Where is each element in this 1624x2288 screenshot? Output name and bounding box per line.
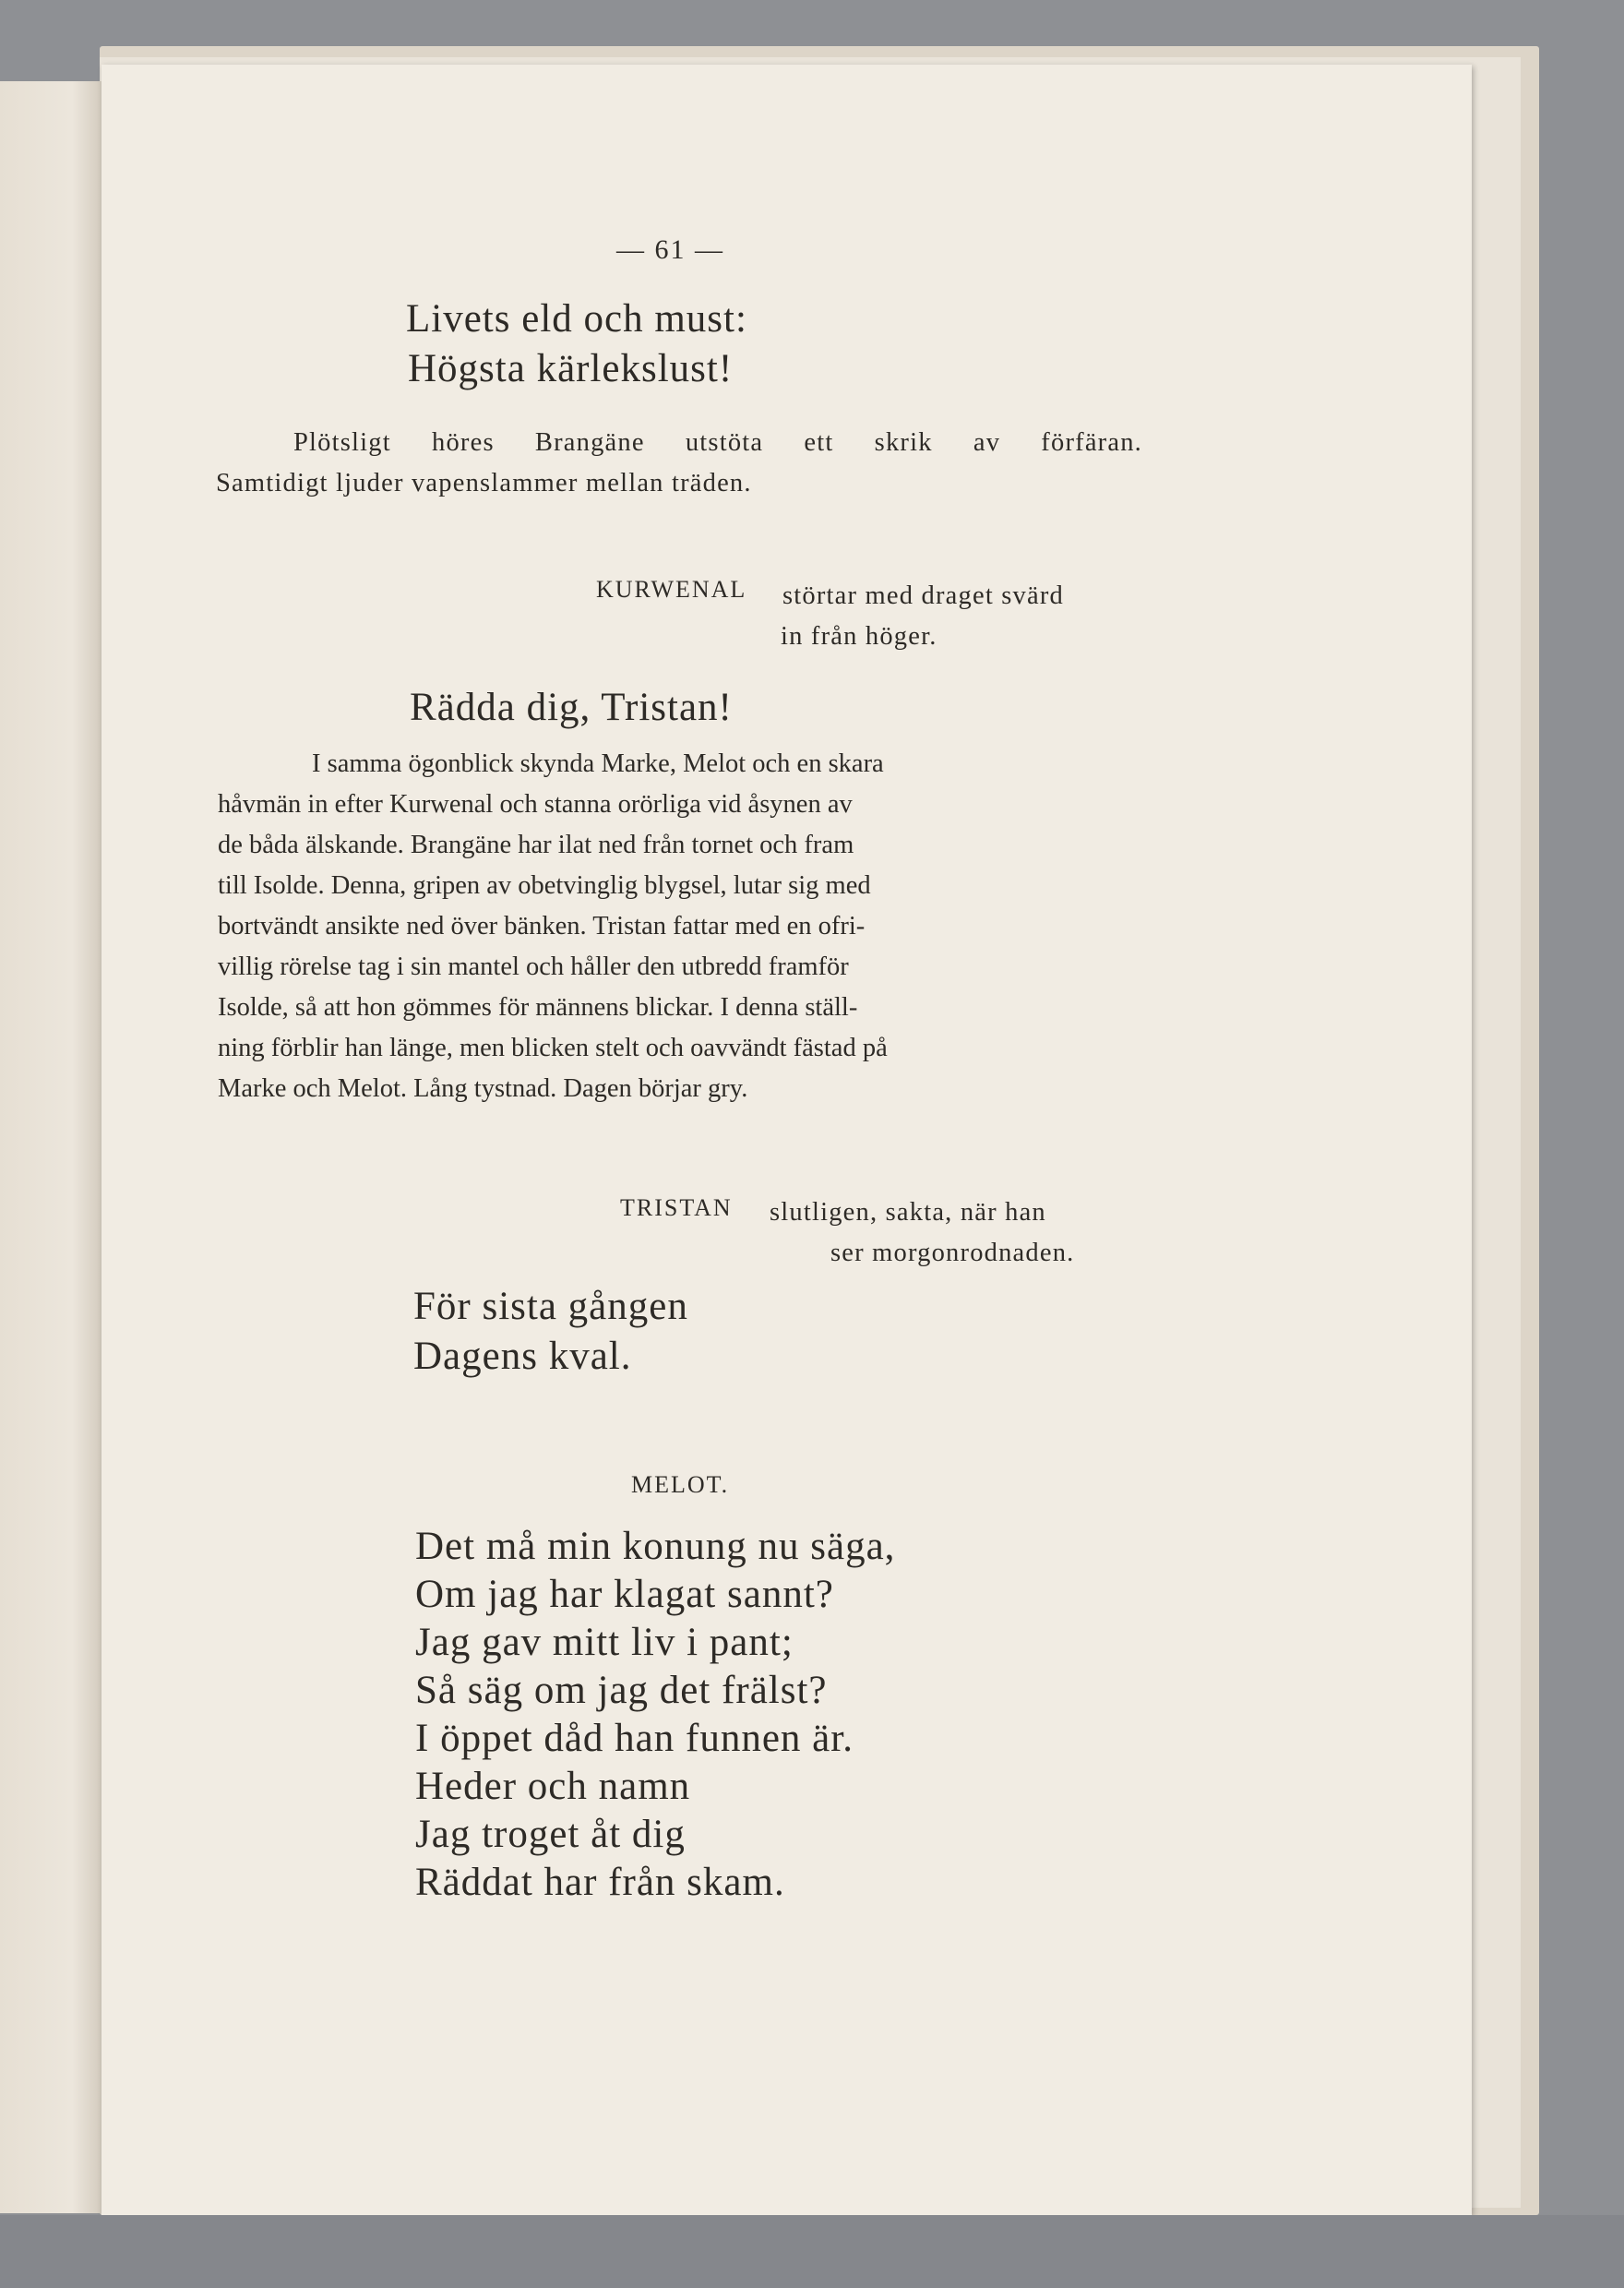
speaker-direction: störtar med draget svärd <box>782 581 1064 610</box>
background-surface <box>0 2215 1624 2288</box>
verse-line: Jag troget åt dig <box>415 1813 686 1856</box>
verse-line: I öppet dåd han funnen är. <box>415 1717 854 1760</box>
page-number: — 61 — <box>616 234 724 265</box>
book-page <box>102 65 1472 2215</box>
stage-direction-paragraph <box>218 744 1144 1109</box>
verse-line: Livets eld och must: <box>406 297 747 341</box>
stage-direction-line: Plötsligt höres Brangäne utstöta ett skrik av förfäran. <box>293 428 1142 457</box>
speaker-name-kurwenal: KURWENAL <box>596 576 747 603</box>
verse-line: Så säg om jag det frälst? <box>415 1669 828 1712</box>
paragraph-line: Marke och Melot. Lång tystnad. Dagen börjar gry. <box>218 1074 748 1103</box>
verse-line: Rädda dig, Tristan! <box>410 686 733 729</box>
stage-direction-line: Samtidigt ljuder vapenslammer mellan träden. <box>216 469 752 497</box>
verse-line: Heder och namn <box>415 1765 691 1808</box>
speaker-direction: in från höger. <box>781 622 937 651</box>
speaker-direction: slutligen, sakta, när han <box>770 1198 1046 1227</box>
paragraph-line: bortvändt ansikte ned över bänken. Tristan fattar med en ofri- <box>218 912 866 940</box>
verse-line: För sista gången <box>413 1285 688 1328</box>
speaker-name-tristan: TRISTAN <box>620 1194 733 1221</box>
left-page-edge <box>0 81 105 2213</box>
paragraph-line: de båda älskande. Brangäne har ilat ned från tornet och fram <box>218 831 854 859</box>
verse-line: Om jag har klagat sannt? <box>415 1573 834 1616</box>
paragraph-line: till Isolde. Denna, gripen av obetvinglig blygsel, lutar sig med <box>218 871 871 900</box>
paragraph-line: I samma ögonblick skynda Marke, Melot och en skara <box>312 749 884 778</box>
speaker-name-melot: MELOT. <box>631 1471 730 1498</box>
paragraph-line: Isolde, så att hon gömmes för männens blickar. I denna ställ- <box>218 993 858 1022</box>
verse-line: Det må min konung nu säga, <box>415 1525 896 1568</box>
paragraph-line: villig rörelse tag i sin mantel och håller den utbredd framför <box>218 952 849 981</box>
paragraph-line: ning förblir han länge, men blicken stelt och oavvändt fästad på <box>218 1034 888 1062</box>
verse-line: Räddat har från skam. <box>415 1861 785 1904</box>
verse-line: Jag gav mitt liv i pant; <box>415 1621 794 1664</box>
speaker-direction: ser morgonrodnaden. <box>830 1239 1075 1267</box>
verse-line: Högsta kärlekslust! <box>408 347 734 390</box>
paragraph-line: håvmän in efter Kurwenal och stanna orörliga vid åsynen av <box>218 790 853 819</box>
verse-line: Dagens kval. <box>413 1335 632 1378</box>
